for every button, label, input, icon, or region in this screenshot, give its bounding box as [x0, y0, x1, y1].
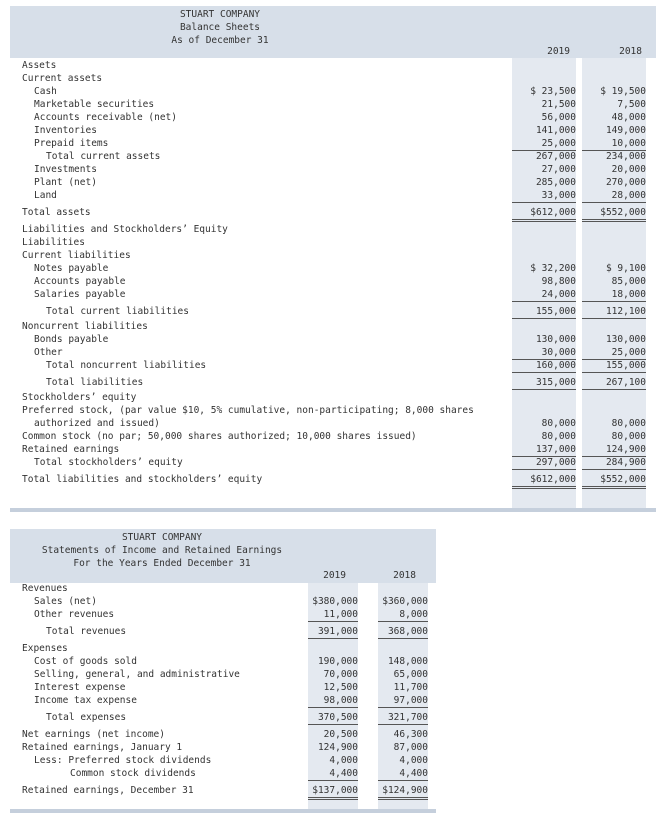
statement-row	[10, 595, 436, 608]
statement-row	[10, 206, 656, 219]
table-bottom-bar	[10, 809, 436, 813]
value-2019: 391,000	[308, 625, 358, 639]
statement-row	[10, 417, 656, 430]
company-name: STUART COMPANY	[121, 532, 203, 543]
value-2018: 10,000	[582, 137, 646, 151]
value-2018: 124,900	[582, 443, 646, 457]
value-2019: 98,000	[308, 694, 358, 708]
statement-row	[10, 85, 656, 98]
value-2019: 80,000	[541, 418, 576, 429]
value-2019: 21,500	[541, 99, 576, 110]
statement-row	[10, 163, 656, 176]
row-label: Plant (net)	[34, 177, 97, 188]
row-label: Common stock (no par; 50,000 shares authorized; 10,000 shares issued)	[22, 431, 417, 442]
statement-row	[10, 430, 656, 443]
value-2019: 80,000	[541, 431, 576, 442]
row-label: Investments	[34, 164, 97, 175]
value-2019: $380,000	[312, 596, 358, 607]
value-2019: 70,000	[323, 669, 358, 680]
statement-date: As of December 31	[171, 35, 269, 46]
value-2019: 20,500	[323, 729, 358, 740]
row-label: Current liabilities	[22, 250, 131, 261]
value-2019: $612,000	[512, 473, 576, 489]
row-label: Total stockholders’ equity	[34, 457, 183, 468]
row-label: Retained earnings, December 31	[22, 785, 194, 796]
row-label: Prepaid items	[34, 138, 109, 149]
value-2019: 285,000	[535, 177, 576, 188]
balance-sheet-header	[10, 6, 656, 58]
row-label: Revenues	[22, 583, 68, 594]
statement-row	[10, 137, 656, 150]
statement-row	[10, 582, 436, 595]
statement-row	[10, 320, 656, 333]
value-2019: 24,000	[512, 288, 576, 302]
statement-row	[10, 288, 656, 301]
row-label: Total noncurrent liabilities	[46, 360, 207, 371]
row-label: authorized and issued)	[34, 418, 160, 429]
row-label: Total revenues	[46, 626, 127, 637]
statement-row	[10, 681, 436, 694]
row-label: Assets	[22, 60, 57, 71]
value-2018: 8,000	[378, 608, 428, 622]
row-label: Total current liabilities	[46, 306, 189, 317]
value-2018: 80,000	[611, 431, 646, 442]
value-2018: $552,000	[582, 206, 646, 222]
value-2018: 270,000	[605, 177, 646, 188]
table-bottom-bar	[10, 508, 656, 512]
value-2019: 370,500	[308, 711, 358, 725]
statement-row	[10, 249, 656, 262]
value-2018: $552,000	[582, 473, 646, 489]
row-label: Common stock dividends	[70, 768, 196, 779]
statement-row	[10, 376, 656, 389]
value-2018: 25,000	[582, 346, 646, 360]
row-label: Sales (net)	[34, 596, 97, 607]
value-2018: 112,100	[582, 305, 646, 319]
statement-row	[10, 98, 656, 111]
value-2019: 56,000	[541, 112, 576, 123]
value-2019: $137,000	[308, 784, 358, 800]
value-2019: $ 23,500	[530, 86, 576, 97]
row-label: Retained earnings	[22, 444, 120, 455]
row-label: Less: Preferred stock dividends	[34, 755, 212, 766]
statement-row	[10, 767, 436, 780]
value-2019: 160,000	[512, 359, 576, 373]
row-label: Notes payable	[34, 263, 109, 274]
value-2019: 130,000	[535, 334, 576, 345]
value-2018: 18,000	[582, 288, 646, 302]
value-2018: 28,000	[582, 189, 646, 203]
row-label: Accounts receivable (net)	[34, 112, 177, 123]
row-label: Current assets	[22, 73, 103, 84]
row-label: Preferred stock, (par value $10, 5% cumulative, non-participating; 8,000 shares	[22, 405, 474, 416]
statement-row	[10, 176, 656, 189]
statement-row	[10, 391, 656, 404]
value-2018: 46,300	[393, 729, 428, 740]
value-2018: 267,100	[582, 376, 646, 390]
row-label: Interest expense	[34, 682, 126, 693]
row-label: Net earnings (net income)	[22, 729, 165, 740]
value-2018: 97,000	[378, 694, 428, 708]
value-2018: 48,000	[611, 112, 646, 123]
value-2018: $ 9,100	[605, 263, 646, 274]
value-2018: 85,000	[611, 276, 646, 287]
statement-period: For the Years Ended December 31	[73, 558, 251, 569]
value-2019: 98,800	[541, 276, 576, 287]
statement-row	[10, 150, 656, 163]
value-2018: 130,000	[605, 334, 646, 345]
statement-row	[10, 359, 656, 372]
value-2018: 65,000	[393, 669, 428, 680]
value-2018: 11,700	[393, 682, 428, 693]
statement-row	[10, 456, 656, 469]
value-2019: 27,000	[541, 164, 576, 175]
statement-row	[10, 124, 656, 137]
value-2019: 12,500	[323, 682, 358, 693]
value-2018: 148,000	[387, 656, 428, 667]
statement-row	[10, 189, 656, 202]
row-label: Marketable securities	[34, 99, 155, 110]
statement-row	[10, 668, 436, 681]
value-2019: 4,400	[308, 767, 358, 781]
statement-row	[10, 236, 656, 249]
value-2018: 87,000	[393, 742, 428, 753]
value-2019: 124,900	[317, 742, 358, 753]
value-2018: 7,500	[617, 99, 646, 110]
value-2018: $360,000	[382, 596, 428, 607]
year-2018-header: 2018	[393, 570, 416, 581]
statement-row	[10, 346, 656, 359]
year-2018-header: 2018	[619, 46, 642, 57]
company-name: STUART COMPANY	[179, 9, 261, 20]
statement-row	[10, 711, 436, 724]
statement-row	[10, 262, 656, 275]
value-2018: $ 19,500	[600, 86, 646, 97]
value-2019: 315,000	[512, 376, 576, 390]
statement-row	[10, 72, 656, 85]
statement-row	[10, 655, 436, 668]
value-2019: 25,000	[512, 137, 576, 151]
value-2019: 30,000	[512, 346, 576, 360]
row-label: Total assets	[22, 207, 91, 218]
value-2018: 155,000	[582, 359, 646, 373]
row-label: Total liabilities	[46, 377, 144, 388]
statement-title: Balance Sheets	[179, 22, 261, 33]
statement-row	[10, 443, 656, 456]
statement-row	[10, 59, 656, 72]
row-label: Retained earnings, January 1	[22, 742, 183, 753]
statement-row	[10, 741, 436, 754]
row-label: Selling, general, and administrative	[34, 669, 240, 680]
value-2019: 11,000	[308, 608, 358, 622]
value-2018: 321,700	[378, 711, 428, 725]
income-statement-header	[10, 529, 436, 583]
row-label: Total liabilities and stockholders’ equity	[22, 474, 263, 485]
statement-row	[10, 305, 656, 318]
row-label: Noncurrent liabilities	[22, 321, 148, 332]
statement-row	[10, 625, 436, 638]
value-2018: 368,000	[378, 625, 428, 639]
balance-sheet-table	[10, 6, 656, 512]
row-label: Inventories	[34, 125, 97, 136]
row-label: Total current assets	[46, 151, 161, 162]
row-label: Land	[34, 190, 57, 201]
row-label: Income tax expense	[34, 695, 137, 706]
value-2018: 80,000	[611, 418, 646, 429]
value-2019: $ 32,200	[530, 263, 576, 274]
statement-row	[10, 223, 656, 236]
value-2018: 4,000	[399, 755, 428, 766]
row-label: Bonds payable	[34, 334, 109, 345]
statement-row	[10, 608, 436, 621]
value-2018: 4,400	[378, 767, 428, 781]
row-label: Total expenses	[46, 712, 127, 723]
row-label: Accounts payable	[34, 276, 126, 287]
income-statement-table	[10, 529, 436, 813]
row-label: Cost of goods sold	[34, 656, 137, 667]
row-label: Salaries payable	[34, 289, 126, 300]
statement-row	[10, 333, 656, 346]
value-2019: 155,000	[512, 305, 576, 319]
value-2019: 297,000	[512, 456, 576, 470]
row-label: Cash	[34, 86, 57, 97]
value-2018: $124,900	[378, 784, 428, 800]
row-label: Other	[34, 347, 63, 358]
row-label: Stockholders’ equity	[22, 392, 137, 403]
value-2018: 149,000	[605, 125, 646, 136]
year-2019-header: 2019	[547, 46, 570, 57]
statement-row	[10, 111, 656, 124]
statement-row	[10, 694, 436, 707]
statement-row	[10, 404, 656, 417]
row-label: Liabilities and Stockholders’ Equity	[22, 224, 228, 235]
value-2019: 141,000	[535, 125, 576, 136]
statement-row	[10, 473, 656, 486]
value-2019: 137,000	[512, 443, 576, 457]
value-2019: 4,000	[329, 755, 358, 766]
statement-title: Statements of Income and Retained Earnings	[41, 545, 283, 556]
row-label: Expenses	[22, 643, 68, 654]
value-2019: 190,000	[317, 656, 358, 667]
value-2019: 267,000	[535, 151, 576, 162]
value-2018: 284,900	[582, 456, 646, 470]
statement-row	[10, 728, 436, 741]
row-label: Other revenues	[34, 609, 115, 620]
statement-row	[10, 754, 436, 767]
row-label: Liabilities	[22, 237, 85, 248]
statement-row	[10, 784, 436, 797]
value-2019: 33,000	[512, 189, 576, 203]
value-2019: $612,000	[512, 206, 576, 222]
value-2018: 234,000	[605, 151, 646, 162]
statement-row	[10, 275, 656, 288]
value-2018: 20,000	[611, 164, 646, 175]
year-2019-header: 2019	[323, 570, 346, 581]
statement-row	[10, 642, 436, 655]
